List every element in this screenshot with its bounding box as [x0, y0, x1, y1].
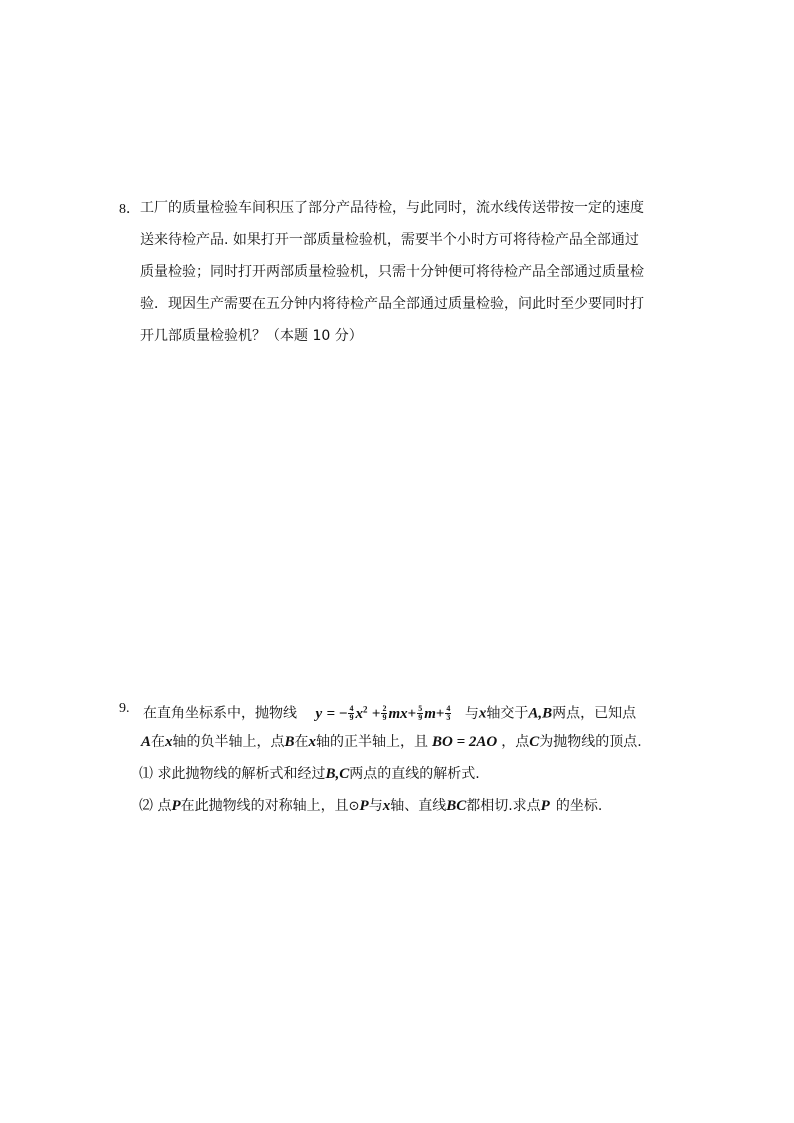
- text: 都相切.求点: [466, 798, 541, 814]
- text: 与: [464, 705, 479, 722]
- circle-dot-symbol: ⊙: [348, 799, 360, 814]
- formula-square: 2: [362, 704, 368, 714]
- text: 轴的正半轴上，且: [316, 734, 429, 750]
- text: 轴的负半轴上，点: [172, 734, 285, 750]
- formula-m: m: [424, 705, 436, 722]
- question-8-line-2: 送来待检产品. 如果打开一部质量检验机，需要半个小时方可将待检产品全部通过: [140, 232, 639, 248]
- text: 在此抛物线的对称轴上，且: [180, 798, 349, 814]
- text: 在: [151, 734, 166, 750]
- var-P: P: [540, 798, 550, 814]
- question-8-line-4: 验．现因生产需要在五分钟内将待检产品全部通过质量检验，问此时至少要同时打: [140, 296, 644, 312]
- equation-bo-2ao: BO = 2AO: [432, 734, 498, 750]
- text: 点: [157, 798, 172, 814]
- var-A: A: [141, 734, 152, 750]
- var-x: x: [308, 734, 317, 750]
- formula-plus: +: [371, 705, 381, 722]
- question-8-line-1: 工厂的质量检验车间积压了部分产品待检，与此同时，流水线传送带按一定的速度: [140, 200, 644, 216]
- question-9-line-2: [141, 732, 642, 752]
- question-8-number: 8．: [119, 202, 140, 217]
- var-x: x: [478, 705, 487, 722]
- text: 轴交于: [486, 705, 529, 722]
- parabola-formula: [315, 706, 456, 722]
- text: 与: [368, 798, 383, 814]
- question-8-line-3: 质量检验；同时打开两部质量检验机，只需十分钟便可将待检产品全部通过质量检: [140, 264, 644, 280]
- text: 的坐标.: [555, 798, 603, 814]
- var-P: P: [171, 798, 181, 814]
- text: 求此抛物线的解析式和经过: [157, 766, 326, 782]
- text: 在: [294, 734, 309, 750]
- formula-plus: +: [407, 705, 417, 722]
- question-9-part-2: [139, 796, 602, 817]
- formula-y: y: [315, 705, 323, 722]
- frac-3: $\frac{5}{9}$: [418, 704, 423, 723]
- var-x: x: [382, 798, 391, 814]
- var-x: x: [165, 734, 173, 750]
- var-BC: B,C: [325, 766, 350, 782]
- formula-eq: = −: [326, 705, 348, 722]
- frac-4: $\frac{4}{3}$: [446, 704, 451, 723]
- formula-x: x: [355, 705, 363, 722]
- var-P: P: [359, 798, 369, 814]
- part-2-number: ⑵: [139, 798, 153, 814]
- frac-1: $\frac{4}{9}$: [349, 704, 354, 723]
- var-B: B: [284, 734, 295, 750]
- text: 两点的直线的解析式.: [349, 766, 480, 782]
- question-9-part-1: [139, 764, 480, 784]
- question-9-line-1: [143, 699, 636, 724]
- text: 轴、直线: [390, 798, 447, 814]
- formula-mx: mx: [388, 705, 408, 722]
- frac-2: $\frac{2}{9}$: [382, 704, 387, 723]
- var-AB: A,B: [528, 705, 553, 722]
- part-1-number: ⑴: [139, 766, 153, 782]
- question-9-number: 9.: [119, 701, 130, 716]
- formula-plus: +: [435, 705, 445, 722]
- text: 为抛物线的顶点.: [539, 734, 642, 750]
- question-9-intro: 在直角坐标系中，抛物线: [143, 705, 297, 722]
- var-BC: BC: [446, 798, 467, 814]
- text: 两点，已知点: [552, 705, 637, 722]
- var-C: C: [529, 734, 540, 750]
- question-8-line-5: 开几部质量检验机？（本题 10 分）: [140, 328, 363, 344]
- text: ，点: [501, 734, 530, 750]
